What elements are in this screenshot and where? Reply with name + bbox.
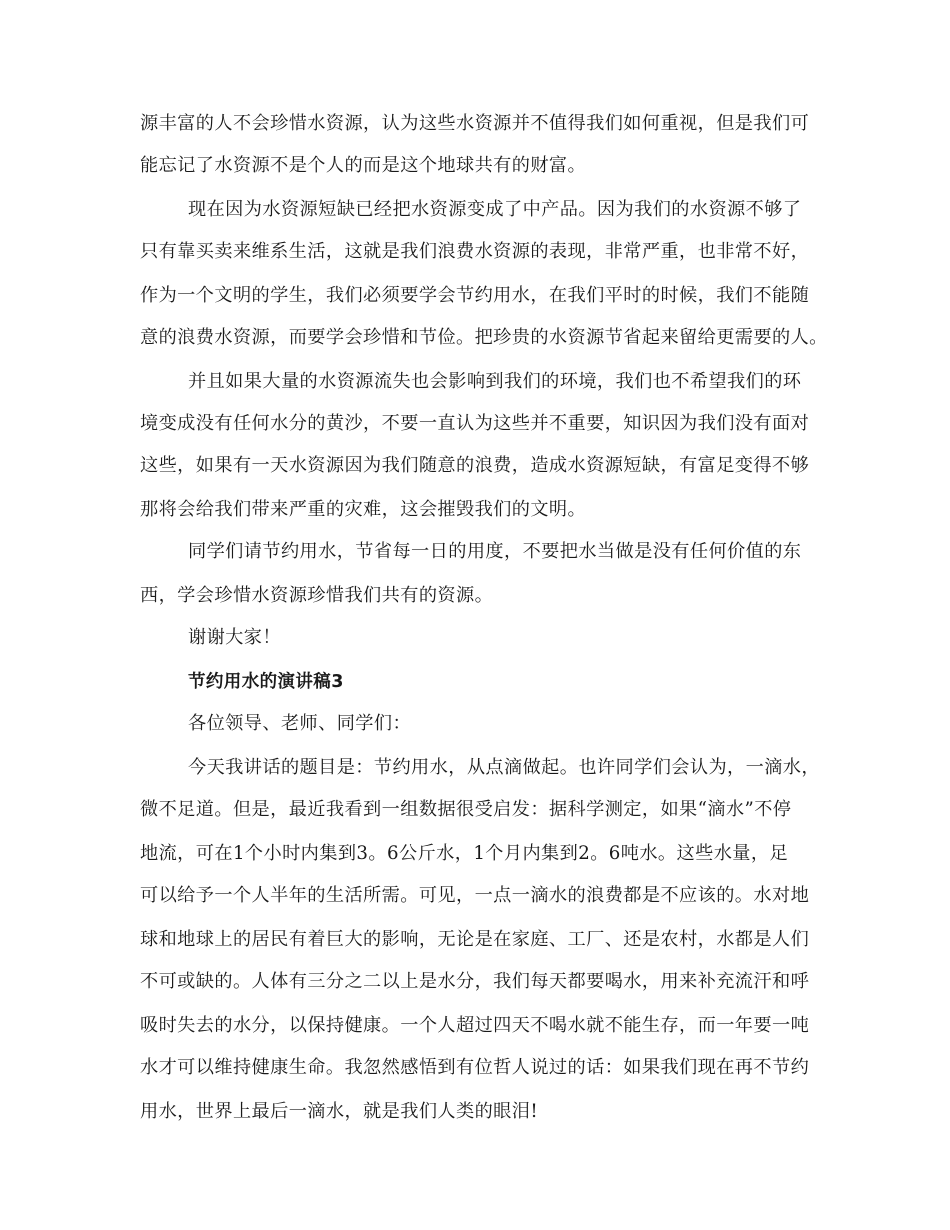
- paragraph-line: 水才可以维持健康生命。我忽然感悟到有位哲人说过的话：如果我们现在再不节约: [140, 1057, 810, 1078]
- paragraph-line: 球和地球上的居民有着巨大的影响，无论是在家庭、工厂、还是农村，水都是人们: [140, 929, 810, 950]
- paragraph-line: 那将会给我们带来严重的灾难，这会摧毁我们的文明。: [140, 499, 587, 520]
- paragraph-line: 地流，可在1个小时内集到3。6公斤水，1个月内集到2。6吨水。这些水量，足: [140, 843, 789, 864]
- paragraph-line: 境变成没有任何水分的黄沙，不要一直认为这些并不重要，知识因为我们没有面对: [140, 413, 810, 434]
- paragraph-line: 微不足道。但是，最近我看到一组数据很受启发：据科学测定，如果“滴水”不停: [140, 799, 792, 820]
- paragraph-line: 能忘记了水资源不是个人的而是这个地球共有的财富。: [140, 155, 587, 176]
- paragraph-line: 可以给予一个人半年的生活所需。可见，一点一滴水的浪费都是不应该的。水对地: [140, 885, 810, 906]
- paragraph-line: 吸时失去的水分，以保持健康。一个人超过四天不喝水就不能生存，而一年要一吨: [140, 1015, 810, 1036]
- paragraph-line: 作为一个文明的学生，我们必须要学会节约用水，在我们平时的时候，我们不能随: [140, 285, 810, 306]
- paragraph-line: 同学们请节约用水，节省每一日的用度，不要把水当做是没有任何价值的东: [188, 541, 802, 562]
- paragraph-line: 西，学会珍惜水资源珍惜我们共有的资源。: [140, 585, 494, 606]
- paragraph-line: 用水，世界上最后一滴水，就是我们人类的眼泪!: [140, 1101, 539, 1122]
- paragraph-line: 今天我讲话的题目是：节约用水，从点滴做起。也许同学们会认为，一滴水，: [188, 757, 820, 778]
- paragraph-line: 并且如果大量的水资源流失也会影响到我们的环境，我们也不希望我们的环: [188, 371, 802, 392]
- paragraph-line: 意的浪费水资源，而要学会珍惜和节俭。把珍贵的水资源节省起来留给更需要的人。: [140, 327, 828, 348]
- paragraph-line: 现在因为水资源短缺已经把水资源变成了中产品。因为我们的水资源不够了: [188, 199, 802, 220]
- section-heading: 节约用水的演讲稿3: [188, 672, 344, 692]
- paragraph-line: 源丰富的人不会珍惜水资源，认为这些水资源并不值得我们如何重视，但是我们可: [140, 113, 810, 134]
- paragraph-line: 这些，如果有一天水资源因为我们随意的浪费，造成水资源短缺，有富足变得不够: [140, 455, 810, 476]
- closing-line: 谢谢大家！: [188, 627, 281, 648]
- salutation-line: 各位领导、老师、同学们：: [188, 713, 412, 734]
- paragraph-line: 不可或缺的。人体有三分之二以上是水分，我们每天都要喝水，用来补充流汗和呼: [140, 971, 810, 992]
- paragraph-line: 只有靠买卖来维系生活，这就是我们浪费水资源的表现，非常严重，也非常不好，: [140, 241, 810, 262]
